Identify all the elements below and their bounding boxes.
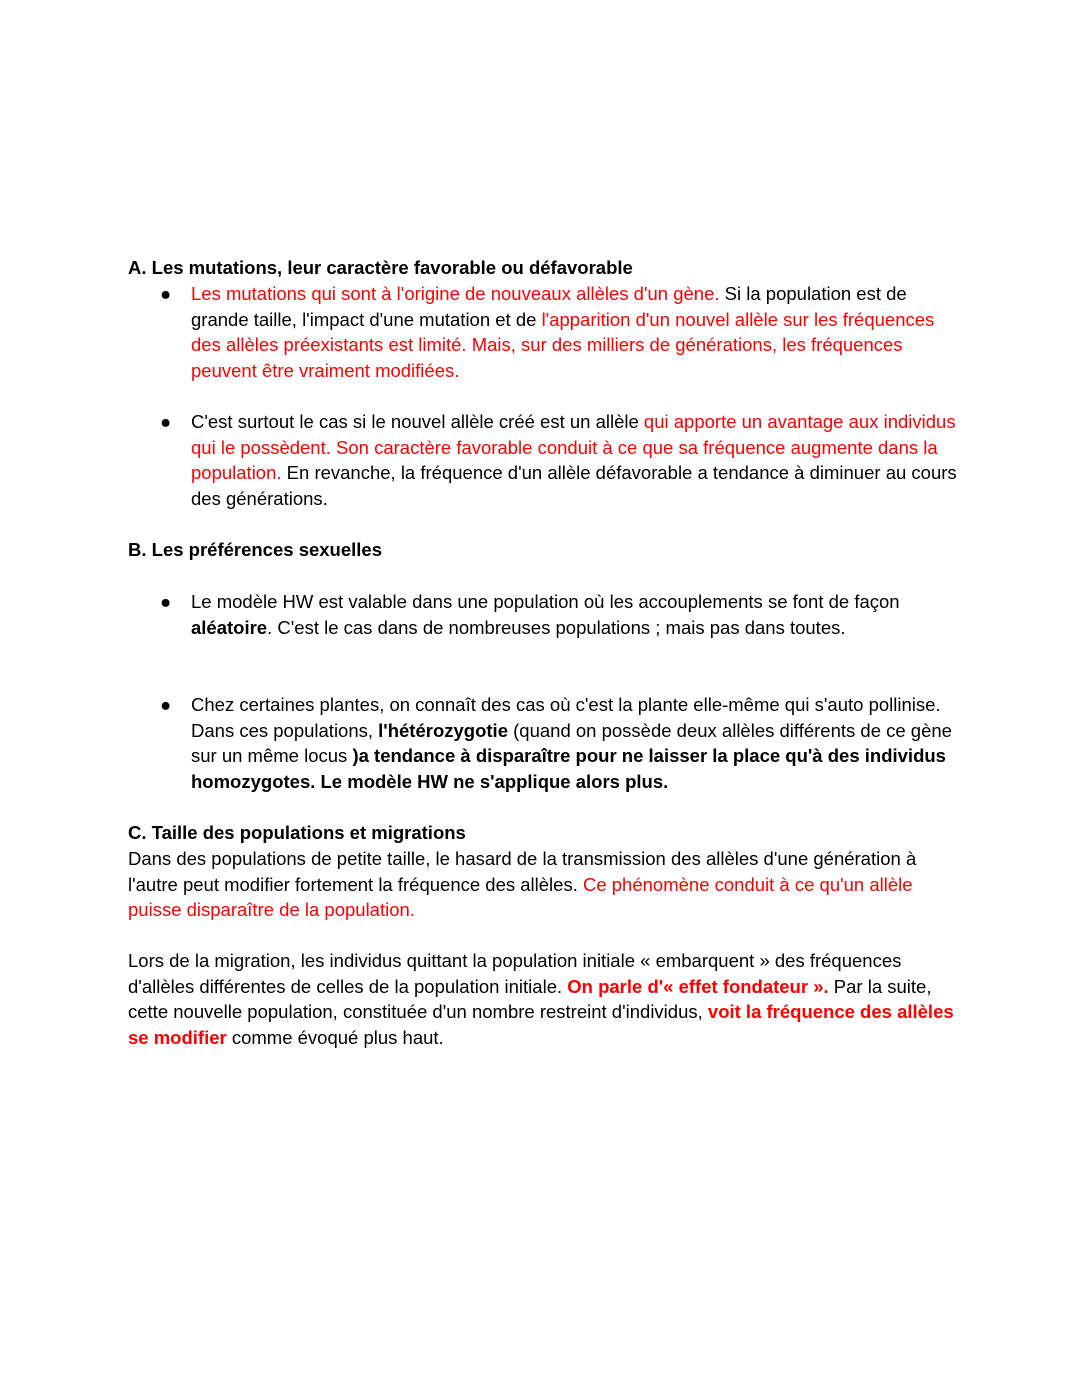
section-a-heading: A. Les mutations, leur caractère favorable ou défavorable [128, 257, 633, 278]
text-run: Par la suite, cette nouvelle population, constituée d'un nombre restreint d'individus, [128, 975, 932, 1023]
section-b-bullet-2-text [191, 692, 958, 795]
text-run: Lors de la migration, les individus quittant la population initiale « embarquent » des fréquences d'allèles différentes de celles de la population initiale. [128, 950, 902, 997]
section-a-bullet-2-text [191, 409, 958, 512]
section-b-bullet-1 [128, 589, 958, 640]
section-a-bullet-1-text [191, 281, 958, 384]
text-run: voit la fréquence des allèles se modifier [128, 1001, 954, 1049]
text-run: qui apporte un avantage aux individus qui le possèdent. Son caractère favorable conduit à ce que sa fréquence augmente dans la population. [191, 411, 956, 484]
section-a-bullet-1 [128, 281, 958, 384]
text-run: En revanche, la fréquence d'un allèle défavorable a tendance à diminuer au cours des générations. [191, 462, 957, 510]
bullet-icon: ● [160, 591, 172, 612]
text-run: Les mutations qui sont à l'origine de nouveaux allèles d'un gène. [191, 283, 720, 304]
text-run: )a tendance à disparaître pour ne laisser la place qu'à des individus homozygotes. Le modèle HW ne s'applique alors plus. [191, 745, 946, 793]
section-b-bullet-2 [128, 692, 958, 795]
bullet-icon: ● [160, 694, 172, 715]
text-run: Si la population est de grande taille, l'impact d'une mutation et de [191, 283, 907, 330]
text-run: On parle d'« effet fondateur ». [567, 975, 829, 997]
section-c-heading: C. Taille des populations et migrations [128, 822, 466, 843]
text-run: Chez certaines plantes, on connaît des cas où c'est la plante elle-même qui s'auto pollinise. Dans ces populations, [191, 694, 941, 741]
bullet-icon: ● [160, 283, 172, 304]
bullet-icon: ● [160, 411, 172, 432]
text-run: . C'est le cas dans de nombreuses populations ; mais pas dans toutes. [267, 616, 846, 638]
section-c-paragraph-2 [128, 948, 958, 1051]
section-b-bullet-1-text [191, 589, 958, 640]
section-a-bullet-2 [128, 409, 958, 512]
section-b-heading: B. Les préférences sexuelles [128, 539, 383, 560]
text-run: comme évoqué plus haut. [226, 1027, 444, 1049]
text-run: aléatoire [191, 616, 268, 638]
section-c-paragraph-1 [128, 846, 958, 923]
text-run: Le modèle HW est valable dans une population où les accouplements se font de façon [191, 591, 900, 612]
text-run: C'est surtout le cas si le nouvel allèle créé est un allèle [191, 411, 644, 432]
text-run: Dans des populations de petite taille, le hasard de la transmission des allèles d'une génération à l'autre peut modifier fortement la fréquence des allèles. [128, 848, 917, 895]
text-run: Ce phénomène conduit à ce qu'un allèle puisse disparaître de la population. [128, 873, 913, 921]
text-run: l'hétérozygotie [378, 719, 508, 741]
text-run: (quand on possède deux allèles différents de ce gène sur un même locus [191, 719, 952, 767]
text-run: l'apparition d'un nouvel allèle sur les fréquences des allèles préexistants est limité. Mais, sur des milliers de générations, les fréquences peuvent être vraiment modifiées. [191, 308, 935, 382]
